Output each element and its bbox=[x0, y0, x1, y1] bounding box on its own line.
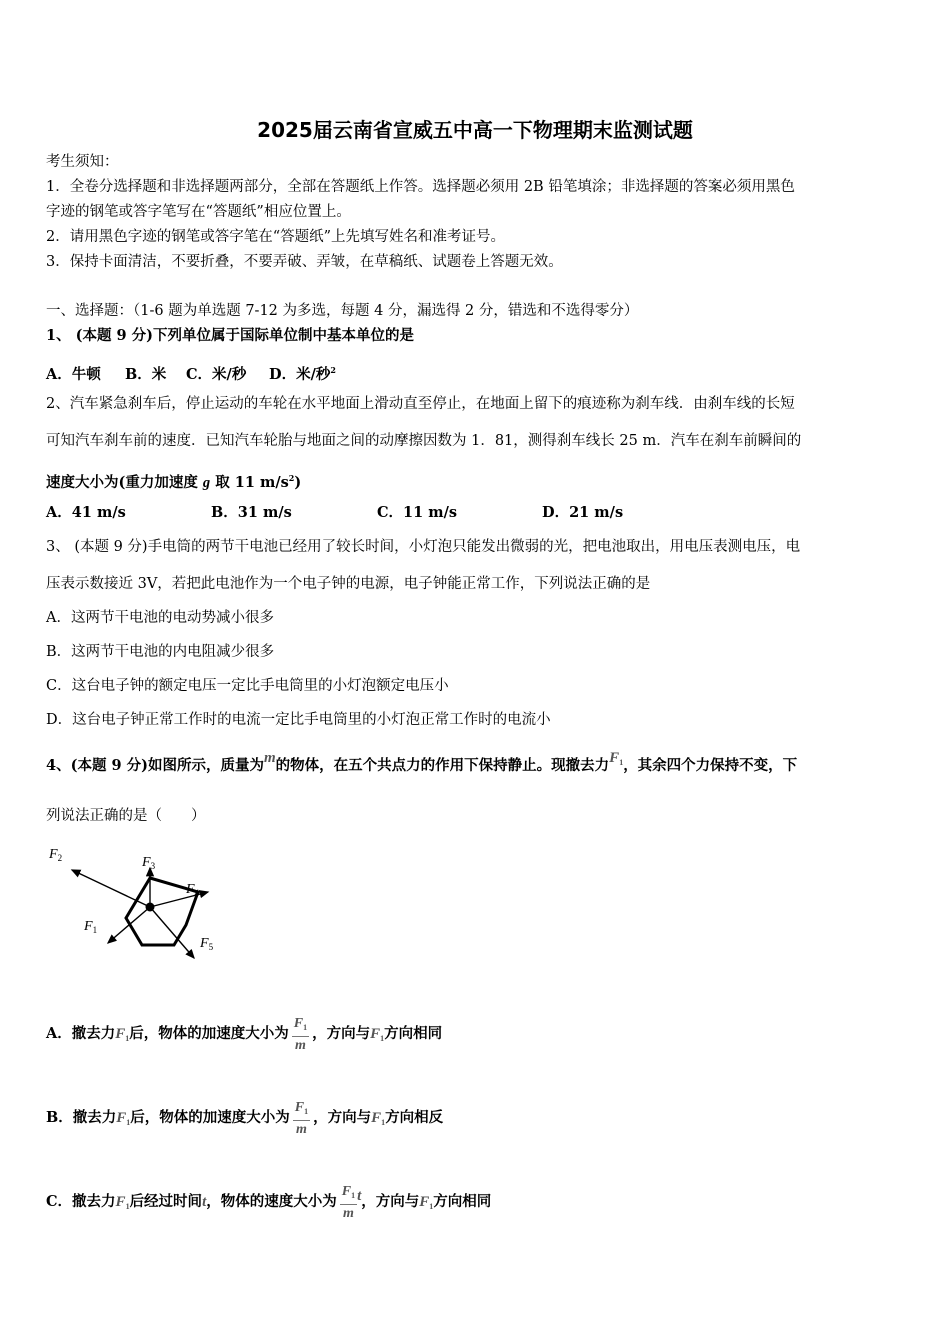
fraction-f1-over-m: $\frac{F_1}{m}$ bbox=[341, 1183, 356, 1221]
label-f5: $F_5$ bbox=[200, 936, 214, 952]
q2-option-d[interactable]: D．21 m/s bbox=[542, 504, 624, 521]
f1-symbol: $F_1$ bbox=[115, 1194, 130, 1211]
t-symbol: t bbox=[357, 1188, 362, 1204]
q1-option-a[interactable]: A．牛顿 bbox=[46, 365, 101, 383]
q4-option-b[interactable]: B．撤去力$F_1$后，物体的加速度大小为 $\frac{F_1}{m}$ ，方向与$F_1$方向相反 bbox=[46, 1099, 444, 1137]
label-f2: $F_2$ bbox=[49, 847, 63, 863]
f1-symbol: $F_1$ bbox=[419, 1194, 434, 1211]
page-title: 2025届云南省宣威五中高一下物理期末监测试题 bbox=[257, 118, 693, 142]
q2-g-symbol: g bbox=[202, 474, 211, 491]
fraction-f1-over-m: $\frac{F_1}{m}$ bbox=[294, 1099, 309, 1137]
force-f4-arrow bbox=[150, 892, 208, 907]
q3-line-2: 压表示数接近 3V，若把此电池作为一个电子钟的电源，电子钟能正常工作，下列说法正确的是 bbox=[46, 576, 651, 592]
q2-line-1: 2、汽车紧急刹车后，停止运动的车轮在水平地面上滑动直至停止，在地面上留下的痕迹称为刹车线．由刹车线的长短 bbox=[46, 396, 795, 412]
notice-line-4: 3．保持卡面清洁，不要折叠，不要弄破、弄皱，在草稿纸、试题卷上答题无效。 bbox=[46, 254, 563, 270]
f1-symbol: $F_1$ bbox=[370, 1026, 385, 1043]
notice-heading: 考生须知： bbox=[46, 154, 119, 170]
q2-options bbox=[46, 504, 623, 522]
label-f1: $F_1$ bbox=[84, 919, 98, 935]
notice-line-2: 字迹的钢笔或答字笔写在“答题纸”相应位置上。 bbox=[46, 204, 351, 220]
f1-symbol: $F_1$ bbox=[115, 1026, 130, 1043]
q4-option-c[interactable]: C．撤去力$F_1$后经过时间t，物体的速度大小为 $\frac{F_1}{m}$ t，方向与$F_1$方向相同 bbox=[46, 1183, 492, 1221]
fraction-f1-over-m: $\frac{F_1}{m}$ bbox=[293, 1015, 308, 1053]
q3-option-c[interactable]: C．这台电子钟的额定电压一定比手电筒里的小灯泡额定电压小 bbox=[46, 678, 449, 694]
notice-line-3: 2．请用黑色字迹的钢笔或答字笔在“答题纸”上先填写姓名和准考证号。 bbox=[46, 229, 506, 245]
q2-option-c[interactable]: C．11 m/s bbox=[377, 504, 458, 521]
q1-option-b[interactable]: B．米 bbox=[125, 365, 167, 383]
label-f4: $F_4$ bbox=[186, 882, 200, 898]
notice-line-1: 1．全卷分选择题和非选择题两部分，全部在答题纸上作答。选择题必须用 2B 铅笔填涂；非选择题的答案必须用黑色 bbox=[46, 179, 795, 195]
center-point bbox=[146, 903, 155, 912]
force-f2-arrow bbox=[72, 870, 150, 907]
section-heading: 一、选择题：（1-6 题为单选题 7-12 为多选，每题 4 分，漏选得 2 分，错选和不选得零分） bbox=[46, 303, 639, 319]
f1-symbol: $F_1$ bbox=[371, 1110, 386, 1127]
q4-option-a[interactable]: A．撤去力$F_1$后，物体的加速度大小为 $\frac{F_1}{m}$ ，方向与$F_1$方向相同 bbox=[46, 1015, 443, 1053]
q2-option-a[interactable]: A．41 m/s bbox=[46, 504, 126, 521]
q2-option-b[interactable]: B．31 m/s bbox=[211, 504, 292, 521]
force-f5-arrow bbox=[150, 907, 194, 958]
q1-option-d-sup: 2 bbox=[330, 365, 336, 375]
q1-option-d[interactable]: D．米/秒$^2$ bbox=[269, 365, 336, 383]
q4-line-2: 列说法正确的是（ ） bbox=[46, 808, 206, 824]
q4-m-symbol: m bbox=[264, 750, 276, 766]
q1-stem: 1、 (本题 9 分)下列单位属于国际单位制中基本单位的是 bbox=[46, 327, 415, 344]
label-f3: $F_3$ bbox=[142, 855, 156, 871]
q4-line-1: 4、(本题 9 分)如图所示，质量为m的物体，在五个共点力的作用下保持静止。现撤去力$F_1$，其余四个力保持不变，下 bbox=[46, 750, 798, 774]
q1-options bbox=[46, 361, 336, 384]
q1-option-c[interactable]: C．米/秒 bbox=[186, 365, 247, 383]
f1-symbol: $F_1$ bbox=[116, 1110, 131, 1127]
q3-option-d[interactable]: D．这台电子钟正常工作时的电流一定比手电筒里的小灯泡正常工作时的电流小 bbox=[46, 712, 551, 728]
force-diagram bbox=[40, 840, 230, 965]
t-symbol: t bbox=[202, 1194, 207, 1210]
q2-line-2: 可知汽车刹车前的速度．已知汽车轮胎与地面之间的动摩擦因数为 1．81，测得刹车线长 25 m．汽车在刹车前瞬间的 bbox=[46, 433, 802, 449]
q4-f1-symbol: $F_1$ bbox=[609, 750, 624, 767]
q3-option-b[interactable]: B．这两节干电池的内电阻减少很多 bbox=[46, 644, 275, 660]
q3-line-1: 3、 (本题 9 分)手电筒的两节干电池已经用了较长时间，小灯泡只能发出微弱的光，把电池取出，用电压表测电压，电 bbox=[46, 539, 801, 555]
q2-line-3: 速度大小为(重力加速度 g 取 11 $m/s^2$) bbox=[46, 473, 302, 491]
q3-option-a[interactable]: A．这两节干电池的电动势减小很多 bbox=[46, 610, 274, 626]
